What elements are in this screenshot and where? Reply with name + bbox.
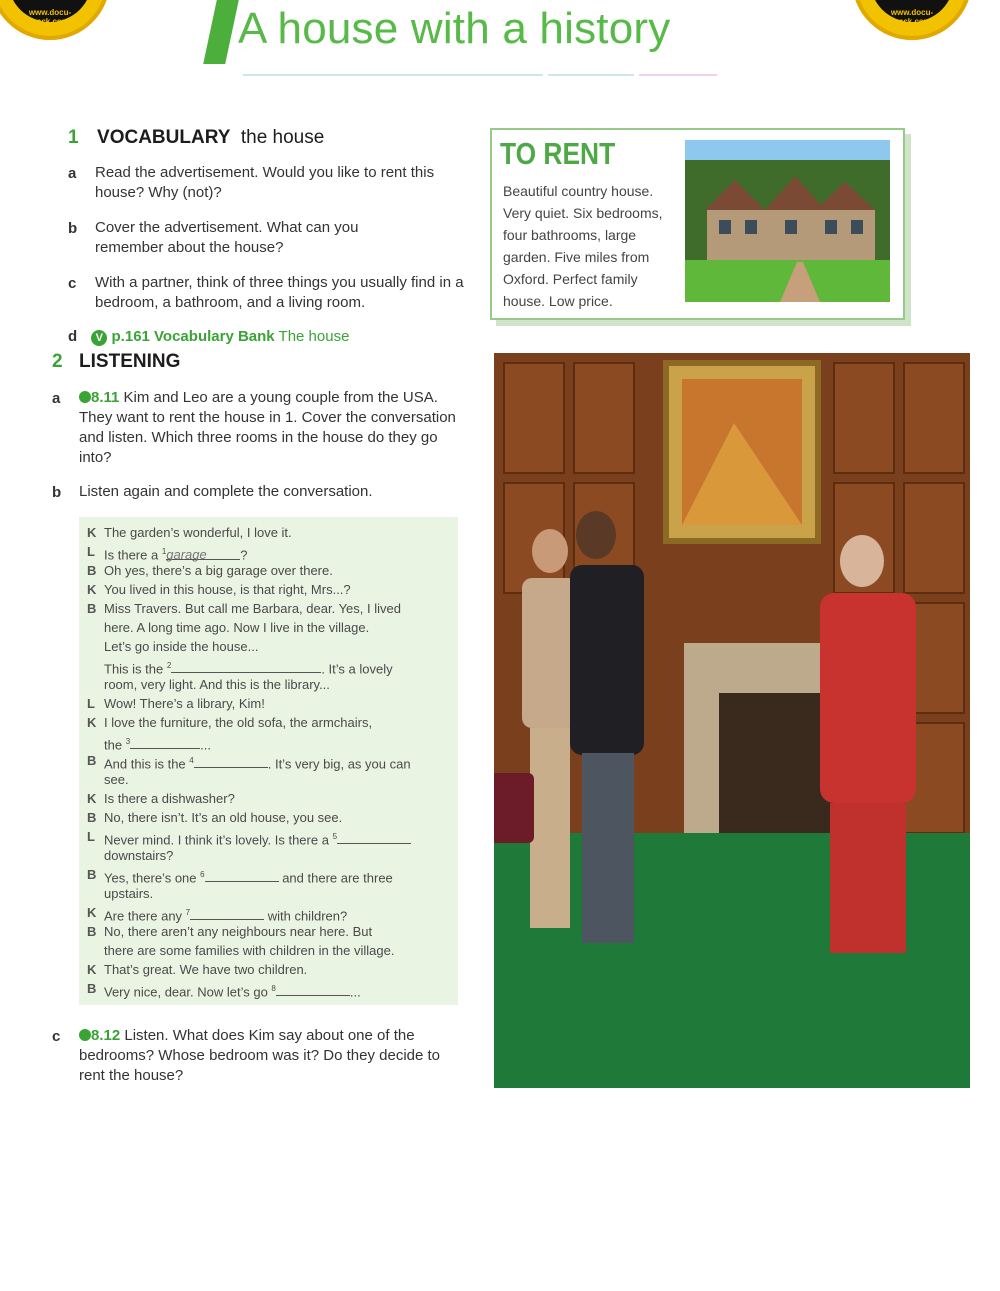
item-letter: d	[68, 328, 78, 345]
audio-track-number[interactable]: 8.12	[91, 1027, 121, 1044]
gap-1-input[interactable]: garage	[166, 545, 240, 560]
title-underline	[243, 74, 543, 76]
section-2-header	[52, 351, 180, 373]
exercise-1d[interactable]	[68, 328, 349, 346]
vocabulary-bank-ref: p.161 Vocabulary Bank	[111, 328, 275, 345]
vocabulary-bank-topic: The house	[278, 328, 350, 345]
exercise-2a-text: 8.11 Kim and Leo are a young couple from the USA. They want to rent the house in 1. Cover the conversation and listen. Which three rooms in the house do they go into?	[79, 389, 456, 466]
exercise-1c-text: With a partner, think of three things you usually find in a bedroom, a bathroom, and a living room.	[95, 274, 464, 311]
country-house-illustration	[685, 140, 890, 302]
gap-5-input[interactable]	[337, 829, 411, 844]
section-heading: LISTENING	[79, 351, 181, 372]
watermark-seal-left: www.docu-track.com	[0, 0, 110, 40]
item-letter: a	[52, 390, 61, 407]
item-letter: a	[68, 165, 77, 182]
dialogue-box: K The garden’s wonderful, I love it. L Is there a $^1$garage ? B Oh yes, there’s a big garage over there. K You lived in this house, is that right, Mrs...? B Miss Travers. But call me Barbara, dear. Yes, I lived here. A long time ago. Now I live in the village. Let’s go inside the house... This is the $^2$ . It’s a lovely room, very light. And this is the library... L Wow! There’s a library, Kim! K I love the furniture, the old sofa, the armchairs, the $^3$ ... B And this is the $^4$ . It’s very big, as you can see. K Is there a dishwasher? B No, there isn’t. It’s an old house, you see. L Never mind. I think it’s lovely. Is there a $^5$ downstairs? B Yes, there’s one $^6$ and there are three upstairs. K Are there any $^7$ with children? B No, there aren’t any neighbours near here. But there are some families with children in the village. K That’s great. We have two children. B Very nice, dear. Now let’s go $^8$ ...	[79, 517, 458, 1005]
gap-7-input[interactable]	[190, 905, 264, 920]
page-title: A house with a history	[238, 4, 671, 53]
gap-4-input[interactable]	[194, 753, 268, 768]
advert-body: Beautiful country house. Very quiet. Six bedrooms, four bathrooms, large garden. Five miles from Oxford. Perfect family house. Low price.	[503, 183, 663, 309]
vocabulary-bank-icon: V	[91, 330, 107, 346]
section-number: 2	[52, 351, 63, 372]
interior-photo	[494, 353, 970, 1088]
section-heading: VOCABULARY	[97, 127, 231, 148]
exercise-2c-text: 8.12 Listen. What does Kim say about one of the bedrooms? Whose bedroom was it? Do they decide to rent the house?	[79, 1027, 441, 1084]
gap-3-input[interactable]	[130, 734, 200, 749]
exercise-1b-text: Cover the advertisement. What can you remember about the house?	[95, 219, 359, 256]
exercise-2b-text: Listen again and complete the conversation.	[79, 483, 373, 500]
item-letter: c	[68, 275, 77, 292]
audio-icon[interactable]	[79, 1029, 91, 1041]
title-underline	[548, 74, 634, 76]
item-letter: b	[52, 484, 62, 501]
item-letter: b	[68, 220, 78, 237]
audio-icon[interactable]	[79, 391, 91, 403]
section-number: 1	[68, 127, 79, 148]
section-1-header	[68, 127, 324, 149]
item-letter: c	[52, 1028, 61, 1045]
gap-6-input[interactable]	[205, 867, 279, 882]
title-underline	[639, 74, 717, 76]
audio-track-number[interactable]: 8.11	[91, 389, 120, 406]
exercise-1a-text: Read the advertisement. Would you like to rent this house? Why (not)?	[95, 164, 435, 201]
advert-heading: TO RENT	[500, 136, 616, 171]
watermark-seal-right: www.docu-track.com	[852, 0, 972, 40]
country-house-photo	[685, 140, 890, 302]
interior-illustration	[494, 353, 970, 1088]
gap-2-input[interactable]	[171, 658, 321, 673]
title-accent-bar	[203, 0, 239, 64]
gap-8-input[interactable]	[276, 981, 350, 996]
section-subheading: the house	[240, 127, 325, 148]
